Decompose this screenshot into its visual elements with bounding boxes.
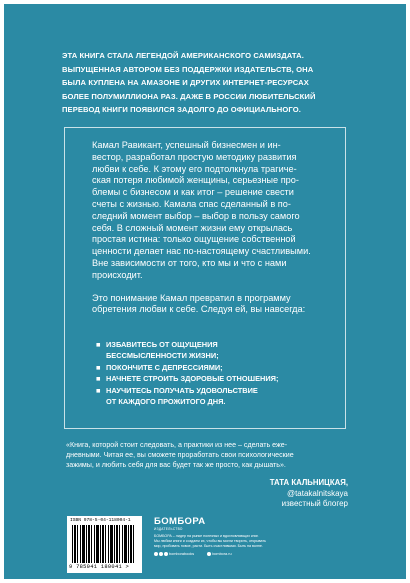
- paragraph-line: следний момент выбор – выбор в пользу самого: [92, 210, 300, 221]
- paragraph-line: счеты с жизнью. Камала спас сделанный в по-: [92, 198, 291, 209]
- facebook-icon: [164, 552, 168, 556]
- paragraph-2: [92, 293, 332, 317]
- barcode-digits: 9 785041 180041 >: [69, 564, 130, 570]
- quote-line: зажимы, и любить себя для вас будет так же просто, как дышать».: [66, 461, 286, 470]
- blurb-line: ЭТА КНИГА СТАЛА ЛЕГЕНДОЙ АМЕРИКАНСКОГО САМИЗДАТА.: [62, 51, 304, 60]
- book-back-cover: [4, 4, 406, 579]
- description: [92, 140, 332, 327]
- testimonial-quote: [66, 440, 356, 471]
- paragraph-line: Это понимание Камал превратил в программу: [92, 292, 291, 303]
- quote-line: «Книга, которой стоит следовать, а практики из нее – сделать еже-: [66, 441, 288, 449]
- publisher-desc-line: БОМБОРА – лидер на рынке полезных и вдохновляющих книг.: [154, 534, 259, 538]
- paragraph-line: ценности делает нас по-настоящему счастливыми.: [92, 246, 311, 257]
- list-item: ■ НАУЧИТЕСЬ ПОЛУЧАТЬ УДОВОЛЬСТВИЕ: [96, 385, 258, 395]
- paragraph-line: обретения любви к себе. Следуя ей, вы навсегда:: [92, 304, 306, 315]
- publisher-description: [154, 534, 354, 550]
- publisher-block: [154, 516, 354, 556]
- paragraph-line: Вне зависимости от того, кто мы и что с нами: [92, 257, 287, 268]
- top-blurb: [62, 49, 362, 117]
- paragraph-line: простая истина: только ощущение собственной: [92, 234, 296, 245]
- publisher-links: [154, 552, 354, 556]
- barcode-bars: [72, 525, 136, 563]
- website: bombora.ru: [207, 552, 237, 556]
- paragraph-line: вестор, разработал простую методику развития: [92, 151, 297, 162]
- publisher-subtitle: ИЗДАТЕЛЬСТВО: [154, 527, 183, 531]
- list-item-continuation: ОТ КАЖДОГО ПРОЖИТОГО ДНЯ.: [106, 397, 226, 407]
- social-links: [154, 552, 200, 556]
- vk-icon: [154, 552, 158, 556]
- blurb-line: БЫЛА КУПЛЕНА НА АМАЗОНЕ И ДРУГИХ ИНТЕРНЕТ-РЕСУРСАХ: [62, 78, 309, 88]
- bullet-icon: ■: [96, 374, 101, 384]
- blurb-line: БОЛЕЕ ПОЛУМИЛЛИОНА РАЗ. ДАЖЕ В РОССИИ ЛЮБИТЕЛЬСКИЙ: [62, 91, 316, 101]
- paragraph-line: блемы с бизнесом и как итог – решение свести: [92, 187, 294, 198]
- isbn-label: ISBN 978-5-04-118004-1: [70, 518, 131, 523]
- barcode: [67, 516, 142, 573]
- blurb-line: ПЕРЕВОД КНИГИ ПОЯВИЛСЯ ЗАДОЛГО ДО ОФИЦИАЛЬНОГО.: [62, 105, 301, 115]
- paragraph-line: себя. В сложный момент жизни ему открылась: [92, 222, 293, 233]
- paragraph-line: ская потеря любимой женщины, серьезные про-: [92, 175, 299, 186]
- list-item: ■ ПОКОНЧИТЕ С ДЕПРЕССИЯМИ;: [96, 362, 223, 372]
- author-name: ТАТА КАЛЬНИЦКАЯ,: [269, 478, 348, 487]
- benefits-list: [96, 339, 336, 407]
- paragraph-line: Камал Равикант, успешный бизнесмен и ин-: [92, 140, 281, 150]
- paragraph-line: происходит.: [92, 269, 143, 280]
- bullet-icon: ■: [96, 362, 101, 372]
- author-handle: @tatakalnitskaya: [286, 488, 348, 498]
- publisher-desc-line: мир, пробовать новое, расти. Быть счастливыми. Быть на волне.: [154, 544, 263, 549]
- quote-author: [270, 478, 348, 510]
- publisher-desc-line: Мы любим книги и создаем их, чтобы вы могли творить, открывать: [154, 539, 266, 544]
- author-role: известный блогер: [281, 499, 348, 509]
- globe-icon: [207, 552, 211, 556]
- quote-line: дневными. Читая ее, вы сможете проработать свои психологические: [66, 451, 294, 460]
- list-item: ■ ИЗБАВИТЕСЬ ОТ ОЩУЩЕНИЯ: [96, 340, 218, 349]
- social-handle: bomborabooks: [169, 551, 195, 556]
- bullet-icon: ■: [96, 385, 101, 395]
- list-item-continuation: БЕССМЫСЛЕННОСТИ ЖИЗНИ;: [106, 351, 219, 361]
- blurb-line: ВЫПУЩЕННАЯ АВТОРОМ БЕЗ ПОДДЕРЖКИ ИЗДАТЕЛЬСТВ, ОНА: [62, 64, 314, 74]
- instagram-icon: [159, 552, 163, 556]
- bullet-icon: ■: [96, 340, 101, 349]
- paragraph-1: [92, 140, 332, 282]
- paragraph-line: любви к себе. К этому его подтолкнула трагиче-: [92, 163, 297, 174]
- list-item: ■ НАЧНЕТЕ СТРОИТЬ ЗДОРОВЫЕ ОТНОШЕНИЯ;: [96, 374, 279, 384]
- publisher-logo: БОМБОРА: [154, 516, 206, 527]
